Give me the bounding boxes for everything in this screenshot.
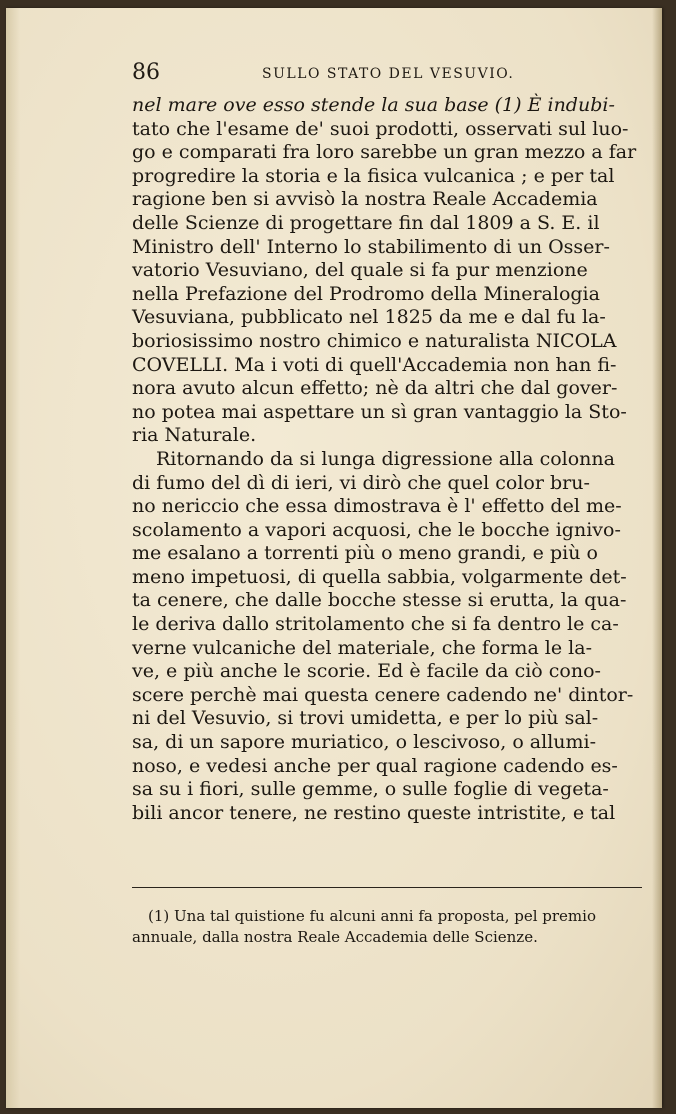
page-gutter-shadow xyxy=(6,8,20,1108)
text-line: vatorio Vesuviano, del quale si fa pur menzione xyxy=(132,259,588,282)
text-line: no potea mai aspettare un sì gran vantaggio la Sto- xyxy=(132,400,627,423)
text-line: sa su i fiori, sulle gemme, o sulle foglie di vegeta- xyxy=(132,778,609,801)
text-line: delle Scienze di progettare fin dal 1809 a S. E. il xyxy=(132,211,600,234)
running-head: SULLO STATO DEL VESUVIO. xyxy=(262,66,515,82)
text-line: Ministro dell' Interno lo stabilimento di un Osser- xyxy=(132,235,610,258)
text-line: boriosissimo nostro chimico e naturalista NICOLA xyxy=(132,329,617,352)
text-line: nora avuto alcun effetto; nè da altri che dal gover- xyxy=(132,377,618,400)
page-edge-shadow xyxy=(652,8,662,1108)
text-line: go e comparati fra loro sarebbe un gran mezzo a far xyxy=(132,141,637,164)
text-line: scere perchè mai questa cenere cadendo ne' dintor- xyxy=(132,683,634,706)
text-line: verne vulcaniche del materiale, che forma le la- xyxy=(132,636,592,659)
paragraph-start-line: Ritornando da si lunga digressione alla colonna xyxy=(156,447,615,470)
footnote-line: (1) Una tal quistione fu alcuni anni fa proposta, pel premio xyxy=(148,907,596,925)
text-line: tato che l'esame de' suoi prodotti, osservati sul luo- xyxy=(132,117,629,140)
text-line: ta cenere, che dalle bocche stesse si erutta, la qua- xyxy=(132,589,627,612)
text-line: ni del Vesuvio, si trovi umidetta, e per lo più sal- xyxy=(132,707,599,730)
text-line: di fumo del dì di ieri, vi dirò che quel color bru- xyxy=(132,471,590,494)
footnote-line: annuale, dalla nostra Reale Accademia delle Scienze. xyxy=(132,928,538,946)
page-number: 86 xyxy=(132,60,160,85)
body-text xyxy=(132,94,642,825)
footnote-rule xyxy=(132,887,642,888)
text-line: nella Prefazione del Prodromo della Mineralogia xyxy=(132,282,600,305)
text-line: no nericcio che essa dimostrava è l' effetto del me- xyxy=(132,495,622,518)
text-line: ria Naturale. xyxy=(132,424,257,447)
text-line: progredire la storia e la fisica vulcanica ; e per tal xyxy=(132,164,615,187)
page-header xyxy=(132,60,642,90)
text-line: le deriva dallo stritolamento che si fa dentro le ca- xyxy=(132,613,619,636)
text-line: nel mare ove esso stende la sua base (1) È indubi- xyxy=(132,94,615,116)
text-line: ragione ben si avvisò la nostra Reale Accademia xyxy=(132,188,598,211)
footnote xyxy=(132,906,642,948)
text-line: COVELLI. Ma i voti di quell'Accademia non han fi- xyxy=(132,353,617,376)
text-line: noso, e vedesi anche per qual ragione cadendo es- xyxy=(132,754,618,777)
text-line: Vesuviana, pubblicato nel 1825 da me e dal fu la- xyxy=(132,306,606,329)
text-line: scolamento a vapori acquosi, che le bocche ignivo- xyxy=(132,518,621,541)
text-line: meno impetuosi, di quella sabbia, volgarmente det- xyxy=(132,565,627,588)
text-line: me esalano a torrenti più o meno grandi, e più o xyxy=(132,542,598,565)
text-line: ve, e più anche le scorie. Ed è facile da ciò cono- xyxy=(132,660,601,683)
text-line: bili ancor tenere, ne restino queste intristite, e tal xyxy=(132,801,616,824)
text-line: sa, di un sapore muriatico, o lescivoso, o allumi- xyxy=(132,731,597,754)
